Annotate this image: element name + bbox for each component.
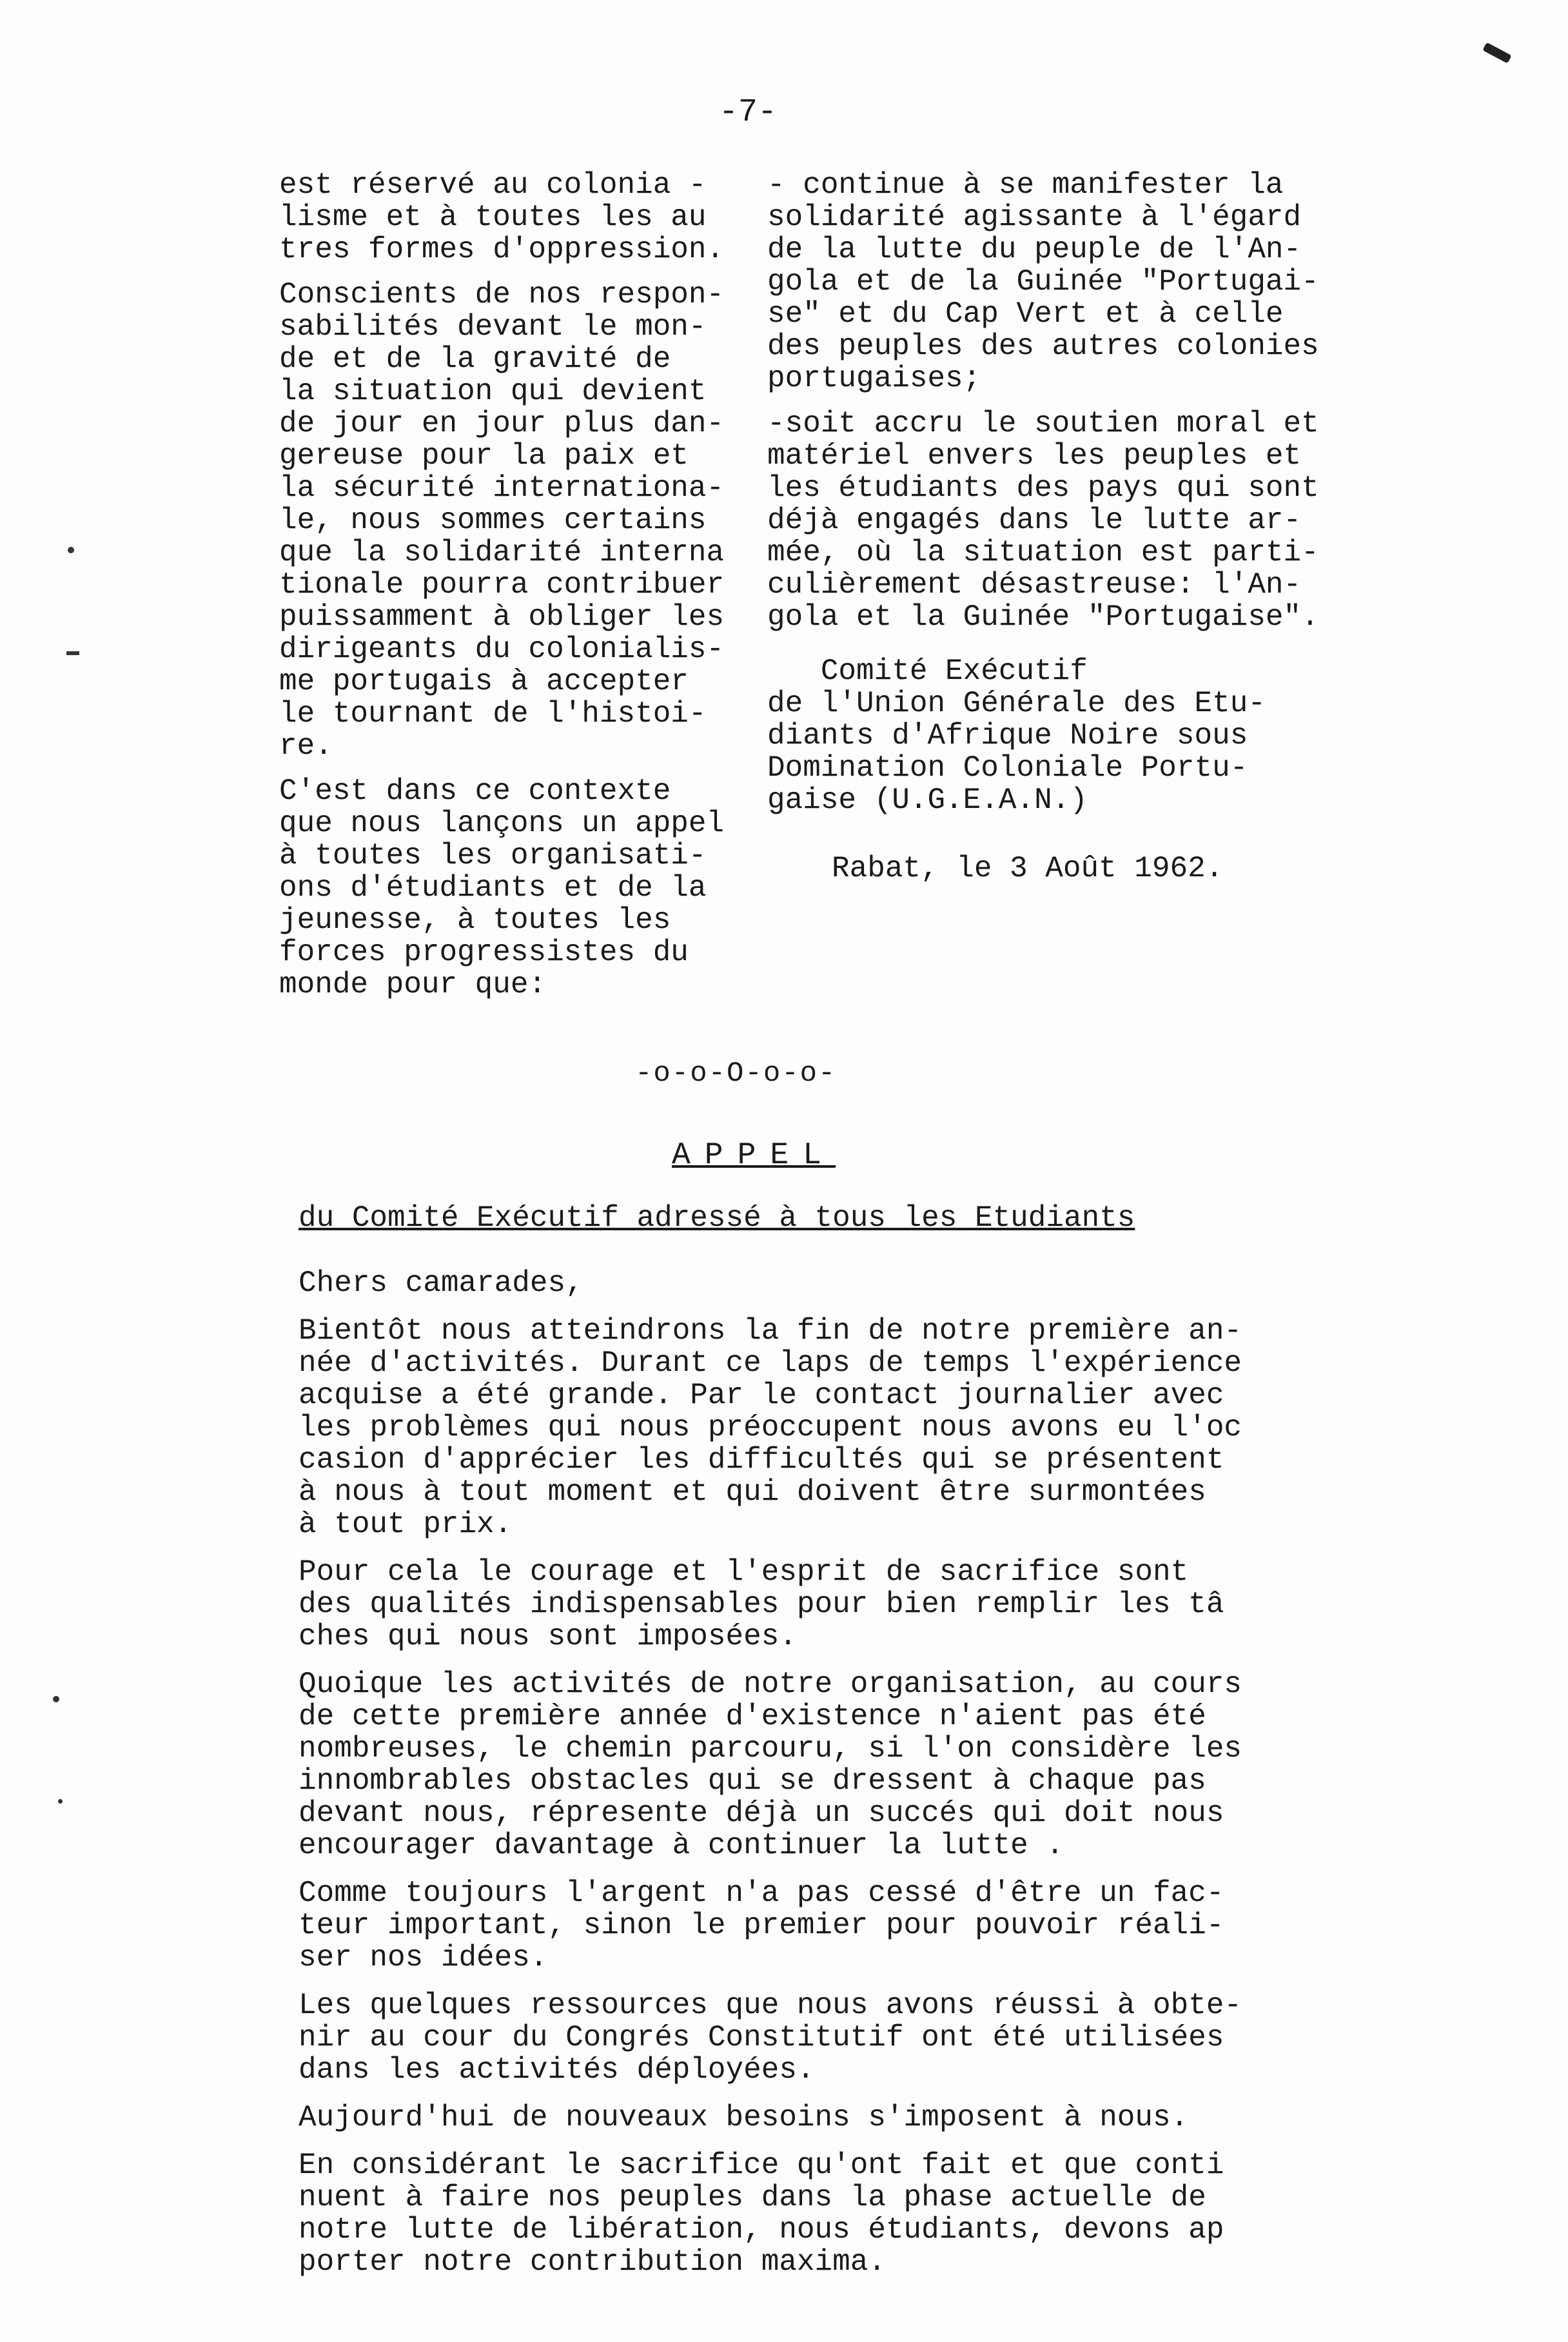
appel-paragraph-7: [299, 2101, 1242, 2134]
right-paragraph-2: [767, 408, 1319, 633]
text-line: à nous à tout moment et qui doivent être surmontées: [299, 1475, 1206, 1509]
text-line: tres formes d'oppression.: [279, 233, 725, 266]
text-line: des qualités indispensables pour bien remplir les tâ: [299, 1588, 1224, 1621]
text-line: ser nos idées.: [299, 1941, 548, 1974]
text-line: gola et la Guinée "Portugaise".: [767, 600, 1319, 634]
text-line: matériel envers les peuples et: [767, 439, 1302, 473]
margin-dot: [68, 547, 74, 553]
text-line: notre lutte de libération, nous étudiants, devons ap: [299, 2213, 1224, 2247]
text-line: née d'activités. Durant ce laps de temps l'expérience: [299, 1346, 1242, 1380]
left-column: [279, 169, 724, 1014]
text-line: Conscients de nos respon-: [279, 278, 725, 311]
margin-dot: [58, 1799, 63, 1804]
text-line: la situation qui devient: [279, 375, 707, 408]
text-line: de et de la gravité de: [279, 342, 671, 376]
text-line: innombrables obstacles qui se dressent à chaque pas: [299, 1764, 1206, 1798]
text-line: - continue à se manifester la: [767, 168, 1284, 202]
text-line: gaise (U.G.E.A.N.): [767, 783, 1088, 817]
text-line: ches qui nous sont imposées.: [299, 1620, 797, 1653]
text-line: Les quelques ressources que nous avons réussi à obte-: [299, 1989, 1242, 2022]
text-line: Aujourd'hui de nouveaux besoins s'imposent à nous.: [299, 2101, 1189, 2134]
text-line: C'est dans ce contexte: [279, 774, 671, 808]
text-line: déjà engagés dans le lutte ar-: [767, 504, 1302, 537]
text-line: gola et de la Guinée "Portugai-: [767, 265, 1319, 299]
text-line: dans les activités déployées.: [299, 2053, 815, 2087]
text-line: nombreuses, le chemin parcouru, si l'on considère les: [299, 1732, 1242, 1766]
text-line: Quoique les activités de notre organisation, au cours: [299, 1668, 1242, 1701]
text-line: de l'Union Générale des Etu-: [767, 687, 1266, 720]
appel-paragraph-4: [299, 1668, 1242, 1862]
text-line: ons d'étudiants et de la: [279, 871, 707, 905]
text-line: me portugais à accepter: [279, 665, 689, 698]
text-line: Pour cela le courage et l'esprit de sacrifice sont: [299, 1555, 1189, 1589]
appel-paragraph-3: [299, 1556, 1242, 1653]
text-line: nuent à faire nos peuples dans la phase actuelle de: [299, 2181, 1206, 2214]
text-line: mée, où la situation est parti-: [767, 536, 1319, 569]
ink-mark: [1482, 42, 1511, 63]
text-line: la sécurité internationa-: [279, 471, 725, 505]
right-paragraph-1: [767, 169, 1319, 395]
left-paragraph-1: [279, 169, 724, 266]
appel-paragraph-1: [299, 1267, 1242, 1299]
appel-paragraph-6: [299, 1989, 1242, 2086]
text-line: sabilités devant le mon-: [279, 310, 707, 344]
appel-title: APPEL: [672, 1138, 836, 1173]
appel-paragraph-5: [299, 1877, 1242, 1974]
text-line: porter notre contribution maxima.: [299, 2245, 886, 2279]
page-number: -7-: [719, 94, 778, 131]
signature-block: [767, 655, 1319, 816]
text-line: forces progressistes du: [279, 936, 689, 969]
text-line: Comme toujours l'argent n'a pas cessé d'être un fac-: [299, 1876, 1224, 1910]
appel-body: [299, 1267, 1242, 2294]
text-line: est réservé au colonia -: [279, 168, 707, 202]
appel-paragraph-8: [299, 2149, 1242, 2278]
appel-paragraph-2: [299, 1315, 1242, 1540]
text-line: solidarité agissante à l'égard: [767, 201, 1302, 234]
text-line: que nous lançons un appel: [279, 807, 725, 840]
text-line: de la lutte du peuple de l'An-: [767, 233, 1302, 266]
right-column: [767, 169, 1319, 898]
place-date: [767, 852, 1319, 885]
text-line: diants d'Afrique Noire sous: [767, 719, 1248, 753]
text-line: Chers camarades,: [299, 1266, 583, 1300]
text-line: lisme et à toutes les au: [279, 201, 707, 234]
text-line: le, nous sommes certains: [279, 504, 707, 537]
text-line: Domination Coloniale Portu-: [767, 751, 1248, 785]
text-line: culièrement désastreuse: l'An-: [767, 568, 1302, 602]
margin-dash: [66, 651, 79, 655]
text-line: Comité Exécutif: [767, 654, 1088, 688]
text-line: que la solidarité interna: [279, 536, 725, 569]
text-line: re.: [279, 729, 333, 763]
text-line: le tournant de l'histoi-: [279, 697, 707, 731]
text-line: -soit accru le soutien moral et: [767, 407, 1319, 440]
text-line: nir au cour du Congrés Constitutif ont été utilisées: [299, 2021, 1224, 2054]
text-line: de jour en jour plus dan-: [279, 407, 725, 440]
text-line: de cette première année d'existence n'aient pas été: [299, 1700, 1206, 1733]
margin-dot: [53, 1696, 59, 1702]
text-line: tionale pourra contribuer: [279, 568, 725, 602]
text-line: teur important, sinon le premier pour pouvoir réali-: [299, 1909, 1224, 1942]
text-line: monde pour que:: [279, 968, 547, 1001]
text-line: Rabat, le 3 Août 1962.: [832, 852, 1224, 885]
text-line: dirigeants du colonialis-: [279, 633, 725, 666]
text-line: puissamment à obliger les: [279, 600, 725, 634]
appel-subtitle: du Comité Exécutif adressé à tous les Etudiants: [299, 1201, 1135, 1235]
text-line: les étudiants des pays qui sont: [767, 471, 1319, 505]
text-line: encourager davantage à continuer la lutte .: [299, 1829, 1064, 1862]
text-line: Bientôt nous atteindrons la fin de notre première an-: [299, 1314, 1242, 1348]
text-line: portugaises;: [767, 362, 981, 395]
text-line: acquise a été grande. Par le contact journalier avec: [299, 1379, 1224, 1412]
text-line: casion d'apprécier les difficultés qui se présentent: [299, 1443, 1224, 1477]
left-paragraph-3: [279, 775, 724, 1001]
text-line: des peuples des autres colonies: [767, 330, 1319, 363]
section-separator: -o-o-O-o-o-: [635, 1058, 837, 1090]
text-line: les problèmes qui nous préoccupent nous avons eu l'oc: [299, 1411, 1242, 1444]
text-line: à tout prix.: [299, 1508, 513, 1541]
text-line: à toutes les organisati-: [279, 839, 707, 872]
text-line: devant nous, répresente déjà un succés qui doit nous: [299, 1796, 1224, 1830]
text-line: se" et du Cap Vert et à celle: [767, 297, 1284, 331]
text-line: jeunesse, à toutes les: [279, 903, 671, 937]
text-line: gereuse pour la paix et: [279, 439, 689, 473]
left-paragraph-2: [279, 279, 724, 762]
text-line: En considérant le sacrifice qu'ont fait et que conti: [299, 2149, 1224, 2182]
